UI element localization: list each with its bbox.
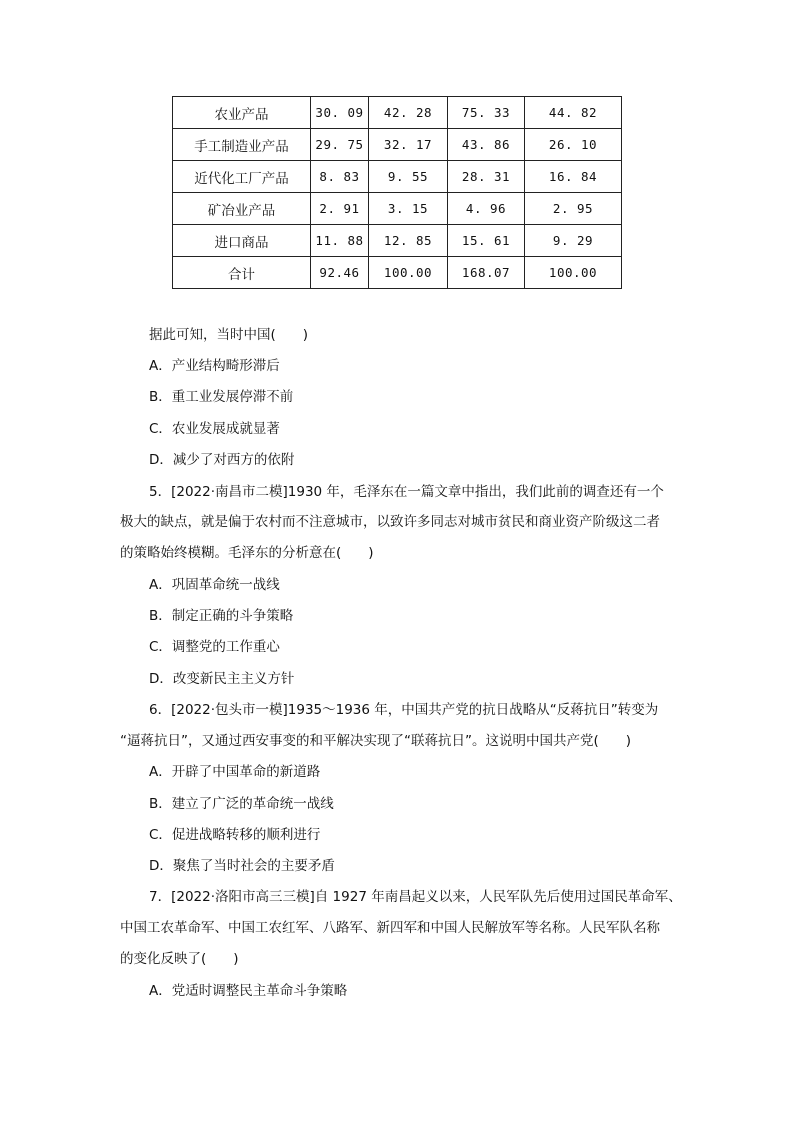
table-cell: 8. 83 <box>311 161 369 193</box>
data-table <box>172 96 622 289</box>
table-row-label: 矿冶业产品 <box>173 193 311 225</box>
q6-option-b: B．建立了广泛的革命统一战线 <box>149 796 334 812</box>
table-cell: 2. 91 <box>311 193 369 225</box>
table-cell: 100.00 <box>369 257 448 289</box>
table-cell: 92.46 <box>311 257 369 289</box>
q4-option-b: B．重工业发展停滞不前 <box>149 389 294 405</box>
table-cell: 2. 95 <box>525 193 622 225</box>
q5-stem-line-3: 的策略始终模糊。毛泽东的分析意在( ) <box>120 545 374 561</box>
table-cell: 9. 55 <box>369 161 448 193</box>
table-cell: 29. 75 <box>311 129 369 161</box>
table-cell: 75. 33 <box>448 97 525 129</box>
q4-option-c: C．农业发展成就显著 <box>149 421 280 437</box>
table-row-label: 进口商品 <box>173 225 311 257</box>
q6-option-a: A．开辟了中国革命的新道路 <box>149 764 321 780</box>
table-cell: 26. 10 <box>525 129 622 161</box>
q7-stem-line-2: 中国工农革命军、中国工农红军、八路军、新四军和中国人民解放军等名称。人民军队名称 <box>120 920 660 936</box>
table-cell: 30. 09 <box>311 97 369 129</box>
q6-stem-line-1: 6．[2022·包头市一模]1935～1936 年，中国共产党的抗日战略从“反蒋抗日”转变为 <box>149 702 659 718</box>
q5-option-c: C．调整党的工作重心 <box>149 639 280 655</box>
table-cell: 11. 88 <box>311 225 369 257</box>
table-cell: 12. 85 <box>369 225 448 257</box>
table-cell: 100.00 <box>525 257 622 289</box>
q5-option-b: B．制定正确的斗争策略 <box>149 608 294 624</box>
table-cell: 32. 17 <box>369 129 448 161</box>
table-cell: 44. 82 <box>525 97 622 129</box>
q6-option-c: C．促进战略转移的顺利进行 <box>149 827 321 843</box>
q4-option-d: D．减少了对西方的依附 <box>149 452 295 468</box>
table-row <box>173 129 622 161</box>
table-cell: 3. 15 <box>369 193 448 225</box>
table-row <box>173 161 622 193</box>
q4-option-a: A．产业结构畸形滞后 <box>149 358 280 374</box>
q5-stem-line-2: 极大的缺点，就是偏于农村而不注意城市，以致许多同志对城市贫民和商业资产阶级这二者 <box>120 514 660 530</box>
table-row <box>173 225 622 257</box>
q6-option-d: D．聚焦了当时社会的主要矛盾 <box>149 858 335 874</box>
table-row-label: 农业产品 <box>173 97 311 129</box>
table-row-label: 近代化工厂产品 <box>173 161 311 193</box>
table-cell: 28. 31 <box>448 161 525 193</box>
table-cell: 42. 28 <box>369 97 448 129</box>
table-cell: 9. 29 <box>525 225 622 257</box>
table-row-label: 合计 <box>173 257 311 289</box>
table-cell: 43. 86 <box>448 129 525 161</box>
table-row <box>173 193 622 225</box>
q5-stem-line-1: 5．[2022·南昌市二模]1930 年，毛泽东在一篇文章中指出，我们此前的调查还有一个 <box>149 484 664 500</box>
table-cell: 15. 61 <box>448 225 525 257</box>
q7-stem-line-1: 7．[2022·洛阳市高三三模]自 1927 年南昌起义以来，人民军队先后使用过国民革命军、 <box>149 889 682 905</box>
table-row <box>173 257 622 289</box>
q4-stem: 据此可知，当时中国( ) <box>149 327 309 343</box>
q6-stem-line-2: “逼蒋抗日”，又通过西安事变的和平解决实现了“联蒋抗日”。这说明中国共产党( ) <box>120 733 632 749</box>
table-cell: 16. 84 <box>525 161 622 193</box>
table-cell: 4. 96 <box>448 193 525 225</box>
q7-option-a: A．党适时调整民主革命斗争策略 <box>149 983 348 999</box>
table-cell: 168.07 <box>448 257 525 289</box>
q5-option-d: D．改变新民主主义方针 <box>149 671 295 687</box>
table-row-label: 手工制造业产品 <box>173 129 311 161</box>
table-row <box>173 97 622 129</box>
q5-option-a: A．巩固革命统一战线 <box>149 577 280 593</box>
q7-stem-line-3: 的变化反映了( ) <box>120 951 239 967</box>
